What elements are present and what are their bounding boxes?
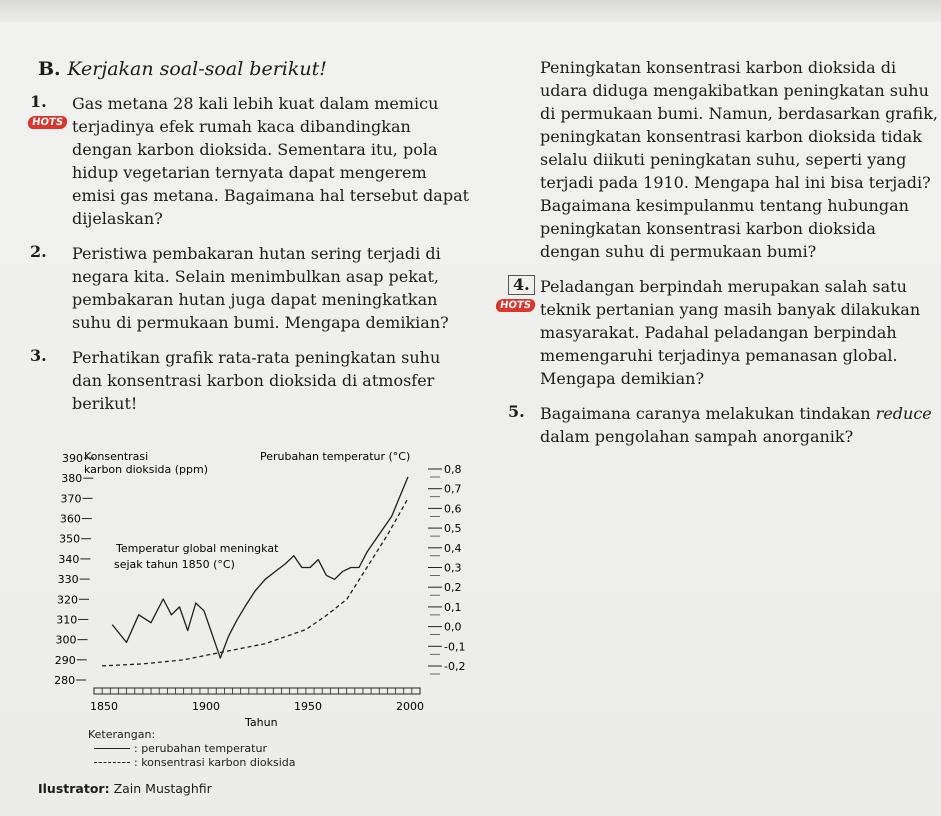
left-tick-label: 290 — [54, 653, 76, 667]
left-axis-label-line2: karbon dioksida (ppm) — [84, 463, 209, 476]
question-number: 1. — [30, 92, 47, 111]
right-tick-label: 0,1 — [444, 600, 462, 614]
right-axis-label: Perubahan temperatur (°C) — [260, 450, 411, 463]
left-axis-label-line1: Konsentrasi — [84, 450, 149, 463]
chart-legend — [88, 728, 295, 769]
left-tick-label: 350 — [59, 532, 81, 546]
left-tick-label: 280 — [54, 674, 76, 687]
question-3-continued: Peningkatan konsentrasi karbon dioksida di udara diduga mengakibatkan peningkatan suhu di permukaan bumi. Namun, berdasarkan grafik, peningkatan konsentrasi karbon dioksida tidak selalu diikuti peningkatan suhu, seperti yang terjadi pada 1910. Mengapa hal ini bisa terjadi? Bagaimana kesimpulanmu tentang hubungan peningkatan konsentrasi karbon dioksida dengan suhu di permukaan bumi? — [540, 58, 938, 261]
hots-badge: HOTS — [27, 116, 68, 129]
right-tick-label: 0,0 — [444, 620, 462, 634]
question-number: 3. — [30, 346, 47, 365]
right-tick-label: 0,3 — [444, 561, 462, 575]
inner-label-line2: sejak tahun 1850 (°C) — [114, 558, 235, 571]
legend-solid-line — [94, 748, 130, 749]
left-axis — [54, 452, 94, 687]
question-text-part2: dalam pengolahan sampah anorganik? — [540, 427, 854, 446]
x-axis — [90, 688, 424, 713]
legend-label: : konsentrasi karbon dioksida — [134, 755, 296, 769]
x-axis-label: Tahun — [245, 716, 278, 729]
question-text-part1: Bagaimana caranya melakukan tindakan — [540, 404, 876, 423]
left-tick-label: 310 — [56, 613, 78, 627]
question-text: Peristiwa pembakaran hutan sering terjadi di negara kita. Selain menimbulkan asap pekat, pembakaran hutan juga dapat meningkatkan suhu di permukaan bumi. Mengapa demikian? — [72, 244, 449, 332]
question-4 — [499, 275, 940, 390]
section-letter: B. — [38, 58, 61, 80]
question-text: Gas metana 28 kali lebih kuat dalam memicu terjadinya efek rumah kaca dibandingkan dengan karbon dioksida. Sementara itu, pola hidup vegetarian ternyata dapat mengerem emisi gas metana. Bagaimana hal tersebut dapat dijelaskan? — [72, 94, 470, 228]
left-tick-label: 340 — [58, 552, 80, 566]
illustrator-credit — [38, 781, 212, 796]
credit-prefix: Ilustrator: — [38, 781, 110, 796]
x-tick-label: 1850 — [90, 700, 118, 713]
credit-name: Zain Mustaghfir — [113, 781, 212, 796]
right-column — [499, 56, 940, 448]
right-tick-label: 0,4 — [444, 541, 462, 555]
left-tick-label: 360 — [59, 512, 81, 526]
right-tick-label: 0,6 — [444, 502, 462, 516]
co2-series-line — [102, 498, 408, 666]
right-tick-label: -0,2 — [444, 660, 466, 673]
left-tick-label: 380 — [61, 472, 83, 486]
right-tick-label: 0,7 — [444, 482, 462, 496]
legend-label: : perubahan temperatur — [134, 741, 267, 755]
section-title — [38, 58, 327, 80]
right-tick-label: 0,8 — [444, 463, 462, 476]
question-text — [540, 402, 940, 448]
question-number: 5. — [508, 402, 525, 421]
legend-item-temperature — [94, 741, 295, 755]
section-instruction: Kerjakan soal-soal berikut! — [67, 58, 327, 80]
question-5 — [508, 402, 940, 448]
left-column — [30, 92, 470, 427]
question-number: 4. — [508, 275, 535, 295]
chart-svg — [50, 448, 490, 748]
question-text: Peladangan berpindah merupakan salah satu teknik pertanian yang masih banyak dilakukan masyarakat. Padahal peladangan berpindah memengaruhi terjadinya pemanasan global. Mengapa demikian? — [540, 277, 921, 388]
inner-label-line1: Temperatur global meningkat — [116, 542, 279, 555]
right-tick-label: 0,5 — [444, 522, 462, 536]
question-number: 2. — [30, 242, 47, 261]
left-tick-label: 300 — [55, 633, 77, 647]
question-1 — [30, 92, 470, 230]
question-text-italic: reduce — [875, 404, 932, 423]
question-text: Perhatikan grafik rata-rata peningkatan suhu dan konsentrasi karbon dioksida di atmosfer berikut! — [72, 348, 441, 413]
question-2 — [30, 242, 470, 334]
right-axis — [428, 463, 465, 674]
left-tick-label: 330 — [57, 573, 79, 587]
x-tick-label: 1950 — [294, 700, 322, 713]
x-tick-label: 1900 — [192, 700, 220, 713]
x-tick-label: 2000 — [396, 700, 424, 713]
chart-series — [102, 477, 408, 666]
right-tick-label: 0,2 — [444, 581, 462, 595]
page-top-edge — [0, 0, 941, 22]
question-3 — [30, 346, 470, 415]
left-tick-label: 320 — [56, 593, 78, 607]
left-tick-label: 390 — [62, 452, 83, 465]
climate-chart — [50, 448, 490, 748]
legend-dashed-line — [94, 762, 130, 763]
hots-badge: HOTS — [495, 299, 536, 312]
legend-item-co2 — [94, 755, 295, 769]
left-tick-label: 370 — [60, 492, 82, 506]
legend-title: Keterangan: — [88, 728, 156, 741]
right-tick-label: -0,1 — [444, 640, 466, 654]
